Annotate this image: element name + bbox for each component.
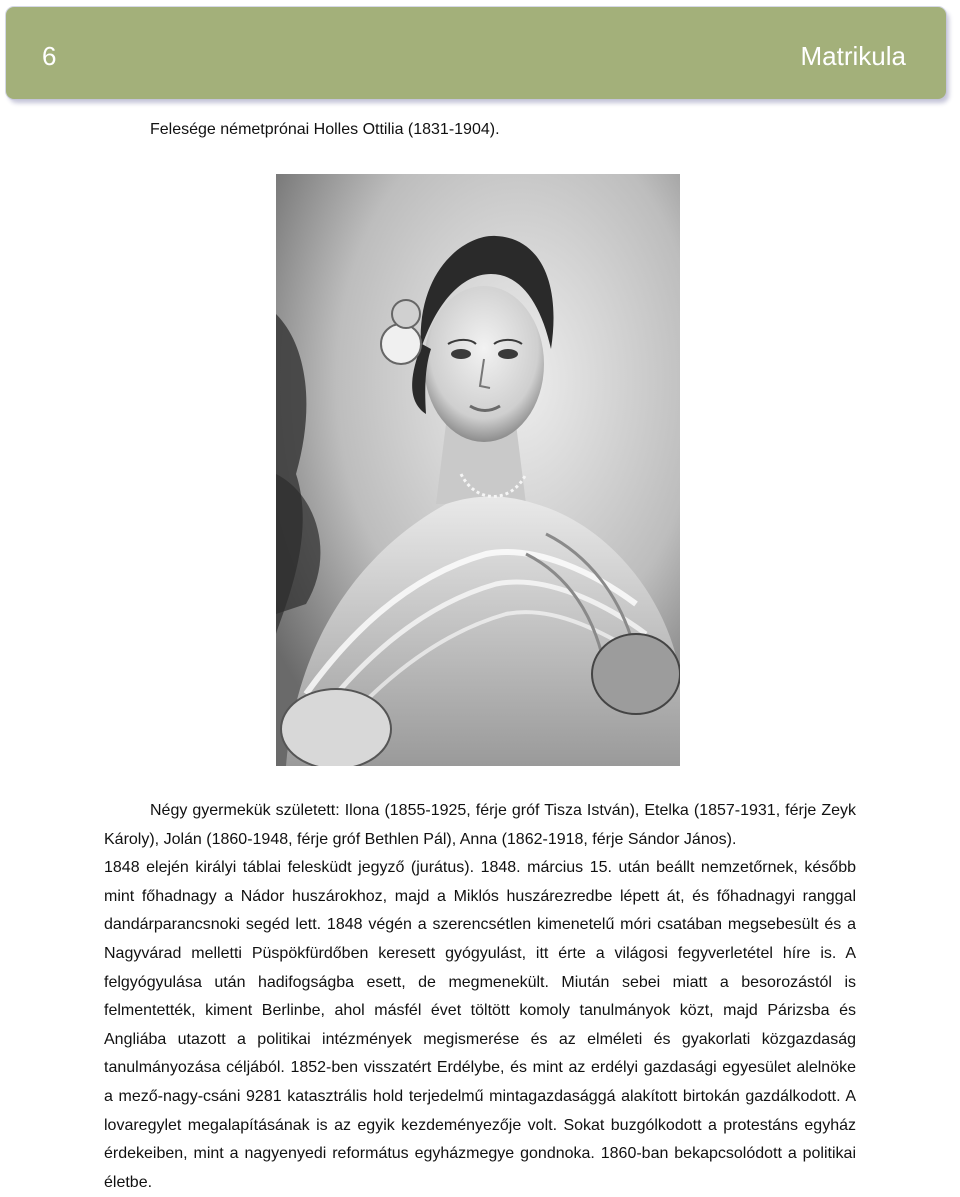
page-number: 6 <box>42 41 57 71</box>
image-caption: Felesége németprónai Holles Ottilia (1831-1904). <box>150 121 500 138</box>
portrait-illustration <box>276 174 680 766</box>
page-header <box>6 7 946 99</box>
paragraph-children: Négy gyermekük született: Ilona (1855-1925, férje gróf Tisza István), Etelka (1857-1931, férje Zeyk Károly), Jolán (1860-1948, férje gróf Bethlen Pál), Anna (1862-1918, férje Sándor János). <box>104 802 856 848</box>
portrait-photo <box>276 174 680 766</box>
paragraph-biography: 1848 elején királyi táblai felesküdt jegyző (jurátus). 1848. március 15. után beállt nemzetőrnek, később mint főhadnagy a Nádor huszárokhoz, majd a Miklós huszárezredbe lépett át, és főhadnagyi ranggal dandárparancsnoki segéd lett. 1848 végén a szerencsétlen kimenetelű móri csatában megsebesült és a Nagyvárad melletti Püspökfürdőben keresett gyógyulást, itt érte a világosi fegyverletétel híre is. A felgyógyulása után hadifogságba esett, de megmenekült. Miután sebei miatt a besorozástól is felmentették, kiment Berlinbe, ahol másfél évet töltött komoly tanulmányok közt, majd Párizsba és Angliába utazott a politikai intézmények megismerése és az elméleti és gyakorlati közgazdaság tanulmányozása céljából. 1852-ben visszatért Erdélybe, és mint az erdélyi gazdasági egyesület alelnöke a mező-nagy-csáni 9281 katasztrális hold terjedelmű mintagazdasággá alakított birtokán gazdálkodott. A lovaregylet megalapításának is az egyik kezdeményezője volt. Sokat buzgólkodott a protestáns egyház érdekeiben, mint a nagyenyedi református egyházmegye gondnoka. 1860-ban bekapcsolódott a politikai életbe. <box>104 859 856 1191</box>
section-title: Matrikula <box>800 41 906 71</box>
body-text <box>104 797 856 1197</box>
